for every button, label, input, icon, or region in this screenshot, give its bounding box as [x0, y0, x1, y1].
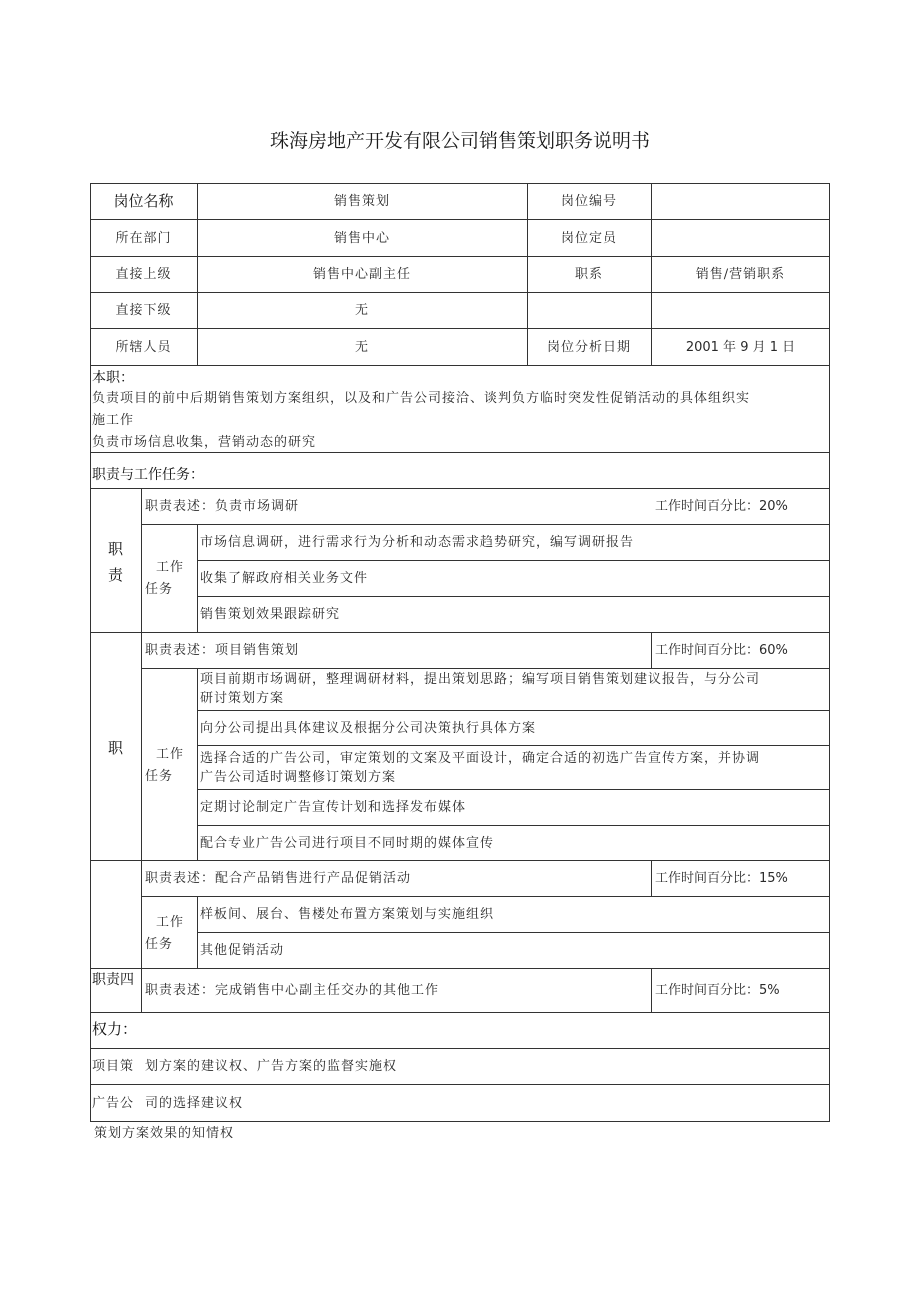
power-row-text: 划方案的建议权、广告方案的监督实施权: [145, 1059, 398, 1074]
divider: [197, 825, 830, 826]
divider: [90, 968, 830, 969]
divider: [90, 632, 830, 633]
quota-label: 岗位定员: [560, 231, 617, 246]
duty-2-task: 选择合适的广告公司，审定策划的文案及平面设计，确定合适的初选广告宣传方案，并协调: [200, 751, 761, 766]
duty-3-task: 样板间、展台、售楼处布置方案策划与实施组织: [200, 907, 495, 922]
power-row-text: 策划方案效果的知情权: [94, 1126, 235, 1141]
divider: [90, 256, 830, 257]
divider: [197, 668, 198, 860]
duty-1-task: 销售策划效果跟踪研究: [200, 607, 341, 622]
divider: [197, 789, 830, 790]
staff-label: 所辖人员: [115, 340, 172, 355]
staff-value: 无: [354, 340, 369, 355]
analysis-date-value: 2001 年 9 月 1 日: [685, 340, 796, 355]
subordinate-label: 直接下级: [115, 303, 172, 318]
duty-2-task: 定期讨论制定广告宣传计划和选择发布媒体: [200, 800, 467, 815]
divider: [197, 745, 830, 746]
duty-2-desc: 职责表述：项目销售策划: [145, 643, 300, 658]
task-label: 任务: [145, 769, 174, 784]
duty-2-task: 向分公司提出具体建议及根据分公司决策执行具体方案: [200, 721, 537, 736]
duty-1-pct: 工作时间百分比：20%: [655, 499, 788, 514]
duty-2-task: 配合专业广告公司进行项目不同时期的媒体宣传: [200, 836, 495, 851]
task-label: 工作: [156, 915, 185, 930]
divider: [197, 560, 830, 561]
benzhi-line: 负责项目的前中后期销售策划方案组织，以及和广告公司接洽、谈判负方临时突发性促销活动的具体组织实: [92, 391, 751, 406]
duty-3-task: 其他促销活动: [200, 943, 285, 958]
superior-label: 直接上级: [115, 267, 172, 282]
power-label: 权力：: [92, 1020, 138, 1038]
divider: [90, 1048, 830, 1049]
duty-2-label: 职: [108, 739, 124, 757]
divider: [90, 292, 830, 293]
duty-4-pct: 工作时间百分比：5%: [655, 983, 780, 998]
series-label: 职系: [574, 267, 603, 282]
duty-2-pct: 工作时间百分比：60%: [655, 643, 788, 658]
divider: [197, 932, 830, 933]
duty-3-desc: 职责表述：配合产品销售进行产品促销活动: [145, 871, 412, 886]
duty-1-task: 市场信息调研，进行需求行为分析和动态需求趋势研究，编写调研报告: [200, 535, 635, 550]
divider: [90, 328, 830, 329]
task-label: 任务: [145, 937, 174, 952]
divider: [90, 1012, 830, 1013]
duty-2-task: 广告公司适时调整修订策划方案: [200, 770, 397, 785]
divider: [197, 524, 198, 632]
benzhi-line: 施工作: [92, 413, 135, 428]
subordinate-value: 无: [354, 303, 369, 318]
task-label: 工作: [156, 747, 185, 762]
duties-header: 职责与工作任务：: [92, 467, 204, 483]
power-row-text: 司的选择建议权: [145, 1096, 244, 1111]
task-label: 任务: [145, 582, 174, 597]
power-row-head: 广告公: [92, 1096, 135, 1111]
post-code-label: 岗位编号: [560, 194, 617, 209]
duty-1-task: 收集了解政府相关业务文件: [200, 571, 369, 586]
divider: [90, 452, 830, 453]
dept-value: 销售中心: [333, 231, 390, 246]
duty-4-desc: 职责表述：完成销售中心副主任交办的其他工作: [145, 983, 440, 998]
post-name-label: 岗位名称: [113, 192, 174, 210]
duty-2-task: 研讨策划方案: [200, 691, 285, 706]
divider: [90, 488, 830, 489]
post-name-value: 销售策划: [333, 194, 390, 209]
divider: [651, 632, 652, 668]
benzhi-line: 负责市场信息收集，营销动态的研究: [92, 435, 317, 450]
divider: [197, 710, 830, 711]
benzhi-label: 本职：: [92, 370, 134, 386]
divider: [90, 219, 830, 220]
superior-value: 销售中心副主任: [312, 267, 411, 282]
divider: [141, 896, 830, 897]
divider: [90, 1084, 830, 1085]
duty-3-pct: 工作时间百分比：15%: [655, 871, 788, 886]
divider: [651, 860, 652, 896]
analysis-date-label: 岗位分析日期: [546, 340, 631, 355]
divider: [141, 668, 830, 669]
divider: [651, 968, 652, 1012]
task-label: 工作: [156, 560, 185, 575]
divider: [141, 524, 830, 525]
page-title: 珠海房地产开发有限公司销售策划职务说明书: [269, 130, 650, 152]
divider: [141, 488, 142, 1012]
duty-2-task: 项目前期市场调研，整理调研材料，提出策划思路；编写项目销售策划建议报告，与分公司: [200, 672, 761, 687]
duty-4-label: 职责四: [92, 972, 134, 988]
divider: [197, 596, 830, 597]
duty-1-desc: 职责表述：负责市场调研: [145, 499, 300, 514]
dept-label: 所在部门: [115, 231, 172, 246]
series-value: 销售/营销职系: [695, 267, 786, 282]
divider: [90, 860, 830, 861]
duty-1-label: 职: [108, 540, 124, 558]
power-row-head: 项目策: [92, 1059, 135, 1074]
duty-1-label: 责: [108, 566, 124, 584]
